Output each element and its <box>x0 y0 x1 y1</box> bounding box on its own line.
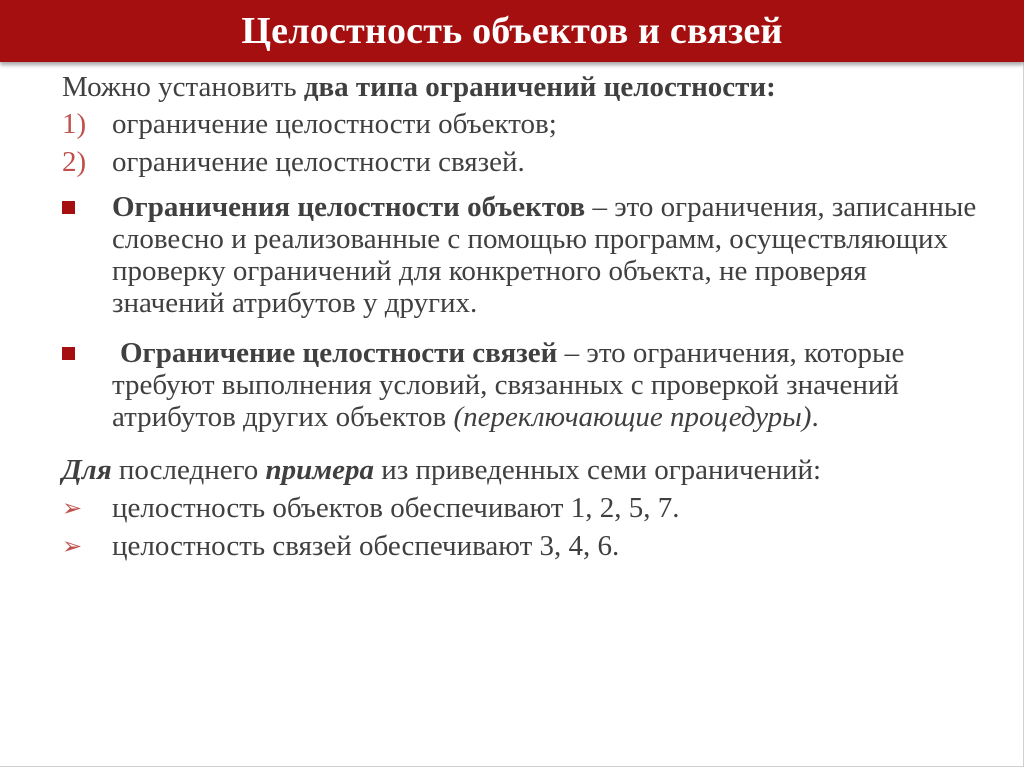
definition-text: – это ограничения, записанные словесно и реализованные с помощью программ, осуществляющих проверку ограничений для конкретного объекта, не проверяя значений атрибутов у других. <box>112 191 977 319</box>
definition-term: Ограничение целостности связей <box>120 337 558 369</box>
numbered-item-2 <box>62 145 982 179</box>
intro-line <box>62 70 982 104</box>
number-marker: 2) <box>62 146 87 178</box>
arrow-bullet-icon: ➢ <box>62 494 83 522</box>
conclusion-line <box>62 453 982 487</box>
numbered-item-1 <box>62 107 982 141</box>
result-text: целостность объектов обеспечивают 1, 2, 5, 7. <box>112 492 680 524</box>
result-text: целостность связей обеспечивают 3, 4, 6. <box>112 530 620 562</box>
conclusion-lead: Для <box>62 454 112 486</box>
arrow-bullet-icon: ➢ <box>62 532 83 560</box>
result-item-objects <box>62 491 982 525</box>
square-bullet-icon <box>62 347 75 360</box>
conclusion-mid: последнего <box>111 454 266 486</box>
title-bar <box>0 0 1024 62</box>
intro-lead: Можно установить <box>62 71 304 103</box>
definition-end: . <box>811 401 819 433</box>
square-bullet-icon <box>62 201 75 214</box>
definition-text: – это ограничения, которые требуют выполнения условий, связанных с проверкой значений атрибутов других объектов <box>112 337 905 433</box>
conclusion-tail: из приведенных семи ограничений: <box>374 454 822 486</box>
definition-italic: (переключающие процедуры) <box>453 401 812 433</box>
definition-item-links <box>62 337 982 433</box>
numbered-text: ограничение целостности связей. <box>112 146 525 178</box>
slide-title: Целостность объектов и связей <box>241 10 783 52</box>
conclusion-emph: примера <box>265 454 375 486</box>
number-marker: 1) <box>62 108 87 140</box>
slide-content <box>62 70 982 567</box>
result-item-links <box>62 529 982 563</box>
definition-term: Ограничения целостности объектов <box>112 191 586 223</box>
definition-item-objects <box>62 191 982 319</box>
numbered-text: ограничение целостности объектов; <box>112 108 557 140</box>
intro-bold: два типа ограничений целостности: <box>303 71 776 103</box>
